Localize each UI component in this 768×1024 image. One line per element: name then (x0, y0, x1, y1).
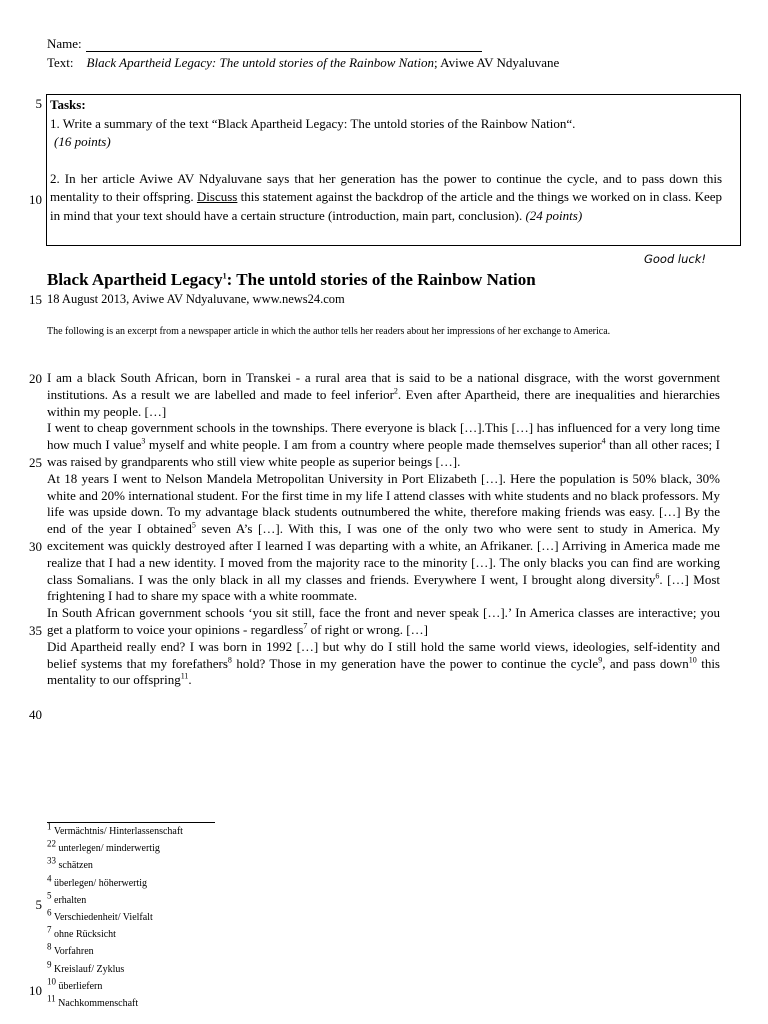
name-label: Name: (47, 36, 82, 51)
footnote-item (47, 873, 183, 895)
text-run: At 18 years I went to Nelson Mandela Metropolitan University in Port Elizabeth […]. Here the population is 50% black, 30% white and 20% international student. For the first time in my life I attend classes with white students and no black professors. My life was upside down. To my advantage black students outnumbered the white, therefore making friends was easy. […] By the end of the year I obtained (47, 470, 720, 537)
text-title: Black Apartheid Legacy: The untold stories of the Rainbow Nation (86, 55, 435, 70)
footnote-ref: 8 (227, 655, 232, 665)
line-number: 30 (29, 539, 42, 554)
footnote-ref: 3 (141, 436, 146, 446)
text-run: . (188, 672, 192, 688)
tasks-box (46, 94, 741, 246)
text-label: Text: (47, 55, 74, 70)
footnote-number: 11 (47, 993, 56, 1004)
paragraph (47, 639, 720, 689)
footnote-ref: 5 (191, 520, 196, 530)
footnote-number: 6 (47, 907, 52, 918)
footnote-ref: 11 (180, 672, 189, 682)
footnote-text: schätzen (58, 860, 93, 872)
footnotes-list (47, 821, 183, 1015)
task-2 (50, 170, 722, 226)
line-number: 5 (35, 96, 42, 111)
text-run: than all other races; I was raised by grandparents who still view white people as superior beings […]. (47, 437, 720, 469)
task-2-text-cont: this statement against the backdrop of the article and the things we worked on in class. Keep in mind that your text should have a certain structure (introduction, main part, conclusion). (50, 189, 722, 223)
text-run: this mentality to our offspring (47, 655, 720, 688)
text-run: of right or wrong. […] (307, 621, 428, 637)
text-run: hold? Those in my generation have the power to continue the cycle (231, 655, 599, 671)
footnote-ref: 4 (601, 436, 606, 446)
footnote-text: Kreislauf/ Zyklus (54, 963, 125, 975)
footnote-text: überlegen/ höherwertig (54, 877, 148, 889)
task-2-points: (24 points) (525, 207, 583, 223)
footnote-text: Vermächtnis/ Hinterlassenschaft (53, 826, 183, 837)
text-run: . Even after Apartheid, there are inequalities and hierarchies within my people. […] (47, 386, 720, 419)
footnote-item (47, 890, 183, 912)
text-run: Did Apartheid really end? I was born in 1992 […] but why do I still hold the same world views, ideologies, self-identity and belief systems that my forefathers (47, 638, 720, 671)
task-1: 1. Write a summary of the text “Black Apartheid Legacy: The untold stories of the Rainbow Nation“. (50, 115, 576, 131)
footnote-ref: 10 (688, 655, 697, 665)
article-intro: The following is an excerpt from a newspaper article in which the author tells her readers about her impressions of her exchange to America. (47, 326, 611, 337)
text-run: I went to cheap government schools in the townships. There everyone is black […].This […] has influenced for a very long time how much I value (47, 420, 720, 453)
paragraph (47, 471, 720, 605)
footnote-number: 7 (47, 924, 52, 935)
footnote-item (47, 838, 183, 860)
footnote-number: 8 (47, 941, 52, 952)
article-body (47, 370, 720, 689)
line-number: 40 (29, 707, 42, 722)
footnote-text: erhalten (54, 894, 87, 906)
line-number: 10 (29, 983, 42, 998)
footnote-text: Vorfahren (53, 946, 94, 958)
text-run: , and pass down (602, 655, 689, 671)
footnote-item (47, 976, 183, 998)
line-number: 20 (29, 371, 42, 386)
footnote-number: 2 (47, 838, 52, 849)
tasks-content (50, 96, 722, 225)
footnote-text: unterlegen/ minderwertig (58, 843, 160, 855)
footnote-ref: 2 (393, 386, 398, 396)
footnote-separator (47, 822, 215, 823)
article-dateline: 18 August 2013, Aviwe AV Ndyaluvane, www.news24.com (47, 292, 345, 306)
footnote-item (47, 959, 183, 981)
article-title-rest: : The untold stories of the Rainbow Nation (226, 270, 536, 289)
line-number: 35 (29, 623, 42, 638)
footnote-item (47, 993, 183, 1015)
footnote-ref: 9 (598, 655, 603, 665)
footnote-number: 10 (47, 976, 56, 987)
article-title (47, 270, 536, 290)
line-number: 10 (29, 192, 42, 207)
line-number: 25 (29, 455, 42, 470)
footnote-number: 5 (47, 890, 52, 901)
line-number: 5 (35, 897, 42, 912)
footnote-item (47, 924, 183, 946)
text-run: myself and white people. I am from a country where people made themselves superior (145, 437, 602, 453)
footnote-number-dup: 2 (51, 838, 56, 849)
text-run: seven A’s […]. With this, I was one of the only two who were sent to study in America. My excitement was quickly destroyed after I learned I was departing with a white, an Afrikaner. […] Arriving in America made me realize that I had a new identity. I moved from the majority race to the minority […]. The only blacks you can find are working class Somalians. I was the only black in all my classes and friends. Everywhere I went, I brought along diversity (47, 521, 720, 587)
footnote-item (47, 821, 183, 843)
paragraph (47, 370, 720, 420)
footnote-item (47, 907, 183, 929)
footnote-number: 4 (47, 873, 52, 884)
footnote-number-dup: 3 (51, 856, 56, 867)
good-luck-note: Good luck! (643, 252, 706, 266)
text-author: ; Aviwe AV Ndyaluvane (434, 55, 560, 70)
footnote-ref: 6 (655, 571, 660, 581)
footnote-number: 9 (47, 959, 52, 970)
text-reference-row (47, 55, 559, 71)
footnote-text: Nachkommenschaft (58, 997, 139, 1009)
footnote-number: 1 (47, 821, 52, 832)
paragraph (47, 420, 720, 470)
footnote-text: Verschiedenheit/ Vielfalt (53, 911, 153, 923)
footnote-ref: 1 (222, 271, 227, 281)
text-run: In South African government schools ‘you sit still, face the front and never speak […].’ In America classes are interactive; you get a platform to voice your opinions - regardless (47, 605, 720, 637)
text-run: I am a black South African, born in Transkei - a rural area that is said to be a national disgrace, with the worst government institutions. As a result we are labelled and made to feel inferior (47, 370, 720, 402)
footnote-text: ohne Rücksicht (54, 929, 116, 941)
name-field-row (47, 36, 482, 52)
name-blank-line[interactable] (86, 39, 482, 52)
article-title-text: Black Apartheid Legacy (47, 270, 223, 289)
paragraph (47, 605, 720, 639)
footnote-item (47, 856, 183, 877)
tasks-heading: Tasks: (50, 97, 86, 112)
task-2-text: 2. In her article Aviwe AV Ndyaluvane says that her generation has the power to continue the cycle, and to pass down this mentality to their offspring. (50, 170, 722, 204)
footnote-text: überliefern (58, 980, 103, 992)
footnote-ref: 7 (303, 621, 308, 631)
footnote-number: 3 (47, 856, 52, 867)
task-1-points: (16 points) (54, 134, 111, 149)
text-run: . […] Most frightening I had to share my space with a white roommate. (47, 571, 721, 604)
footnote-item (47, 941, 183, 963)
line-number: 15 (29, 292, 42, 307)
task-2-discuss: Discuss (196, 189, 238, 204)
